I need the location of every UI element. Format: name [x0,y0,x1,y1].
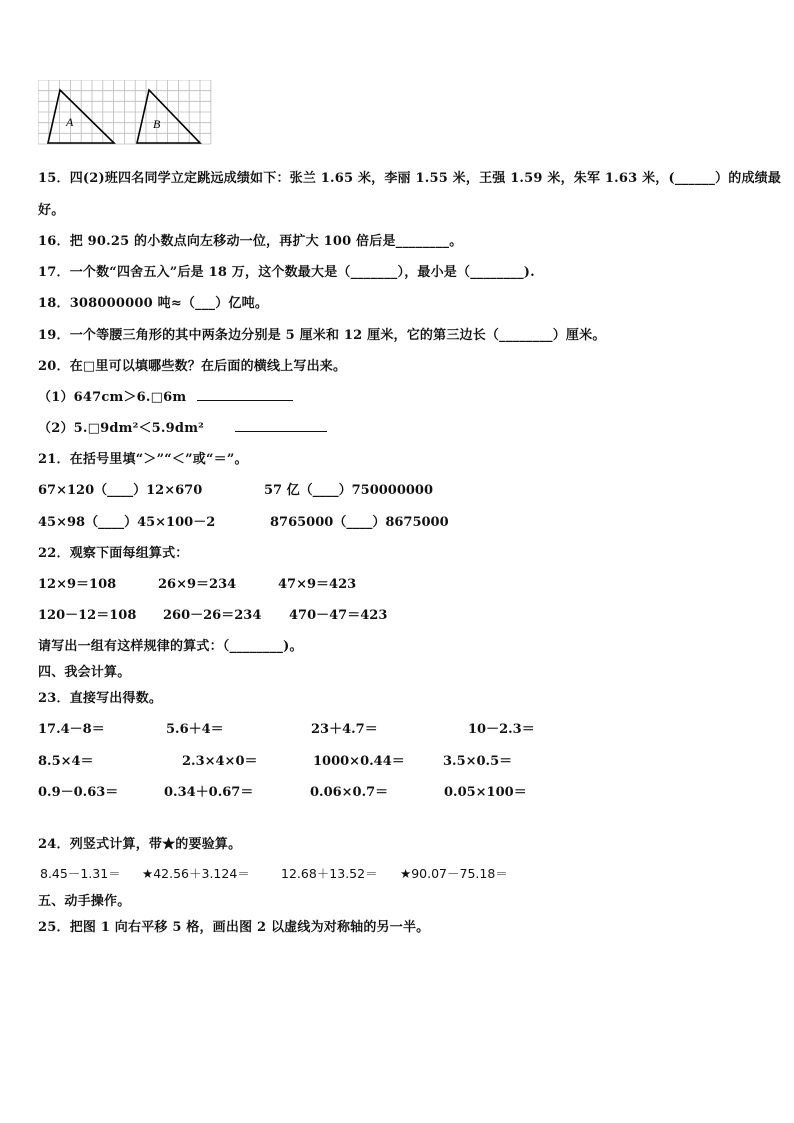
q22-r1-c2: 26×9＝234 [158,577,237,592]
label-a: A [66,115,74,129]
q22-r1-c1: 12×9＝108 [38,577,117,592]
q22-r1-c3: 47×9＝423 [278,577,357,592]
q17: 17．一个数“四舍五入”后是 18 万，这个数最大是（_______），最小是（________). [38,265,535,280]
q15-line2: 好。 [38,203,65,218]
section-5-heading: 五、动手操作。 [38,894,131,909]
q20-part1 [38,386,293,405]
q22-r2-c3: 470－47＝423 [289,608,388,623]
q23-r1-c2: 5.6＋4＝ [166,722,224,737]
q24-item-3: 12.68＋13.52＝ [281,866,378,881]
q20-title: 20．在□里可以填哪些数？在后面的横线上写出来。 [38,359,347,374]
label-b: B [153,117,161,131]
q23-title: 23．直接写出得数。 [38,691,163,706]
q19: 19．一个等腰三角形的其中两条边分别是 5 厘米和 12 厘米，它的第三边长（________）厘米。 [38,328,606,343]
q20-part2-answer-line [235,419,327,432]
q24-title: 24．列竖式计算，带★的要验算。 [38,837,242,852]
triangle-b [137,90,200,143]
q20-part2 [38,417,327,436]
q21-r1c1: 67×120（____）12×670 [38,483,203,498]
q15-line1: 15．四(2)班四名同学立定跳远成绩如下：张兰 1.65 米，李丽 1.55 米，王强 1.59 米，朱军 1.63 米，(______）的成绩最 [38,171,782,186]
q23-r2-c1: 8.5×4＝ [38,754,94,769]
q20-part1-text: （1）647cm＞6.□6m [38,390,187,405]
q21-r2c1: 45×98（____）45×100－2 [38,515,216,530]
triangle-grid-figure [38,80,212,146]
q24-item-2: ★42.56＋3.124＝ [142,866,250,881]
q24-item-4: ★90.07－75.18＝ [400,866,508,881]
section-4-heading: 四、我会计算。 [38,665,131,680]
q23-r3-c4: 0.05×100＝ [444,785,527,800]
q20-part2-text: （2）5.□9dm²＜5.9dm² [38,421,205,436]
q21-title: 21．在括号里填“＞”“＜”或“＝”。 [38,452,248,467]
q22-r2-c2: 260－26＝234 [163,608,262,623]
q22-ask: 请写出一组有这样规律的算式：（________)。 [38,639,303,654]
q23-r1-c4: 10－2.3＝ [468,722,535,737]
q23-r3-c1: 0.9－0.63＝ [38,785,119,800]
q23-r2-c3: 1000×0.44＝ [313,754,405,769]
q18: 18．308000000 吨≈（___）亿吨。 [38,296,269,311]
q23-r1-c3: 23＋4.7＝ [311,722,378,737]
q23-r1-c1: 17.4－8＝ [38,722,105,737]
q23-r2-c4: 3.5×0.5＝ [443,754,513,769]
q23-r3-c3: 0.06×0.7＝ [310,785,389,800]
q21-r1c2: 57 亿（____）750000000 [264,483,434,498]
q23-r2-c2: 2.3×4×0＝ [182,754,258,769]
q16: 16．把 90.25 的小数点向左移动一位，再扩大 100 倍后是________。 [38,234,463,249]
q22-title: 22．观察下面每组算式： [38,546,189,561]
q20-part1-answer-line [197,388,293,401]
q21-r2c2: 8765000（____）8675000 [270,515,449,530]
q23-r3-c2: 0.34＋0.67＝ [164,785,254,800]
q25: 25．把图 1 向右平移 5 格，画出图 2 以虚线为对称轴的另一半。 [38,920,430,935]
q22-r2-c1: 120－12＝108 [38,608,137,623]
q24-item-1: 8.45－1.31＝ [40,866,121,881]
